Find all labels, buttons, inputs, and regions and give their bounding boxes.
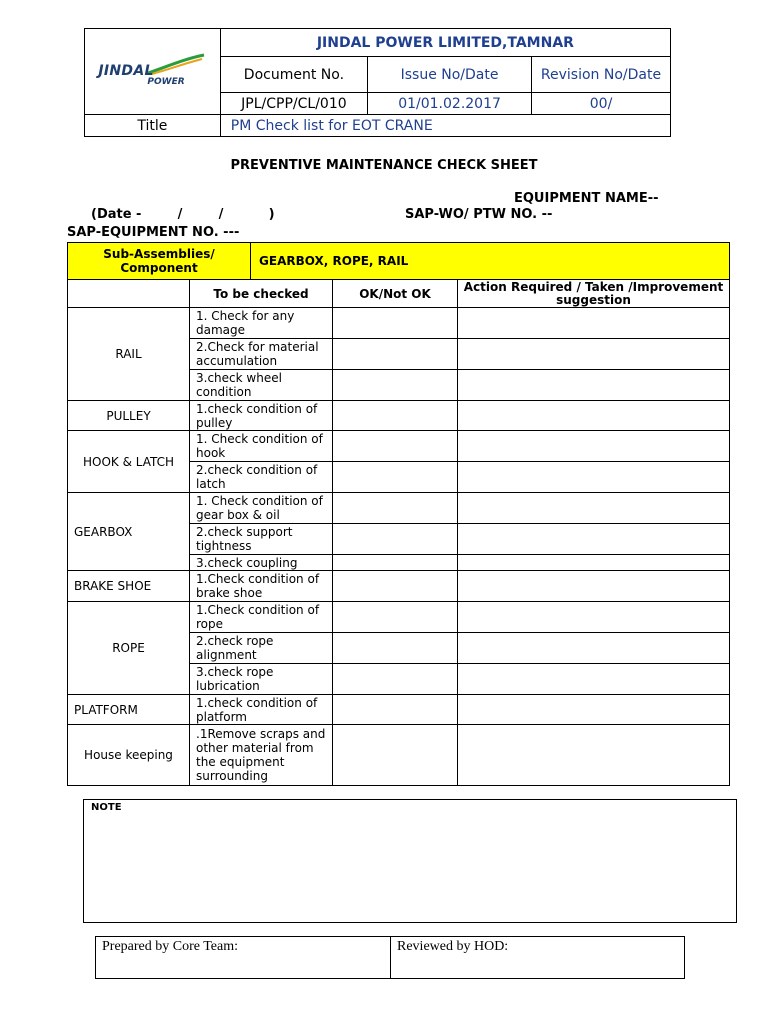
table-row bbox=[68, 602, 730, 633]
check-item: 1. Check for any damage bbox=[190, 308, 333, 339]
ok-cell[interactable] bbox=[333, 602, 458, 633]
ok-cell[interactable] bbox=[333, 695, 458, 725]
table-row bbox=[68, 725, 730, 786]
component-hook-latch: HOOK & LATCH bbox=[68, 431, 190, 493]
check-item: 2.check condition of latch bbox=[190, 462, 333, 493]
ok-cell[interactable] bbox=[333, 633, 458, 664]
component-gearbox: GEARBOX bbox=[68, 493, 190, 571]
check-item: 1.check condition of platform bbox=[190, 695, 333, 725]
action-cell[interactable] bbox=[458, 664, 730, 695]
ok-cell[interactable] bbox=[333, 462, 458, 493]
action-cell[interactable] bbox=[458, 602, 730, 633]
check-item: .1Remove scraps and other material from the equipment surrounding bbox=[190, 725, 333, 786]
action-cell[interactable] bbox=[458, 633, 730, 664]
sheet-title: PREVENTIVE MAINTENANCE CHECK SHEET bbox=[230, 158, 538, 173]
company-name: JINDAL POWER LIMITED,TAMNAR bbox=[220, 29, 670, 57]
ok-cell[interactable] bbox=[333, 431, 458, 462]
header-blank bbox=[68, 280, 190, 308]
issue-value: 01/01.02.2017 bbox=[368, 93, 532, 115]
table-row bbox=[68, 401, 730, 431]
ok-cell[interactable] bbox=[333, 493, 458, 524]
subassembly-value: GEARBOX, ROPE, RAIL bbox=[251, 243, 730, 280]
logo-wordmark: JINDAL bbox=[98, 62, 154, 79]
action-cell[interactable] bbox=[458, 571, 730, 602]
ok-cell[interactable] bbox=[333, 555, 458, 571]
checklist-table bbox=[67, 242, 730, 786]
action-cell[interactable] bbox=[458, 339, 730, 370]
title-label: Title bbox=[85, 115, 221, 137]
action-cell[interactable] bbox=[458, 431, 730, 462]
equipment-name: EQUIPMENT NAME-- bbox=[514, 191, 659, 206]
ok-cell[interactable] bbox=[333, 725, 458, 786]
check-item: 1.Check condition of rope bbox=[190, 602, 333, 633]
col-header-check: To be checked bbox=[190, 280, 333, 308]
check-item: 1.check condition of pulley bbox=[190, 401, 333, 431]
component-pulley: PULLEY bbox=[68, 401, 190, 431]
logo-swoosh-icon bbox=[146, 53, 206, 75]
component-rope: ROPE bbox=[68, 602, 190, 695]
ok-cell[interactable] bbox=[333, 339, 458, 370]
ok-cell[interactable] bbox=[333, 308, 458, 339]
check-item: 2.Check for material accumulation bbox=[190, 339, 333, 370]
component-platform: PLATFORM bbox=[68, 695, 190, 725]
component-brake-shoe: BRAKE SHOE bbox=[68, 571, 190, 602]
action-cell[interactable] bbox=[458, 308, 730, 339]
table-row bbox=[68, 431, 730, 462]
date-field: (Date - / / ) bbox=[91, 207, 275, 222]
table-row bbox=[68, 571, 730, 602]
title-value: PM Check list for EOT CRANE bbox=[220, 115, 670, 137]
prepared-by-field[interactable]: Prepared by Core Team: bbox=[96, 937, 391, 979]
action-cell[interactable] bbox=[458, 370, 730, 401]
ok-cell[interactable] bbox=[333, 664, 458, 695]
action-cell[interactable] bbox=[458, 725, 730, 786]
issue-label: Issue No/Date bbox=[368, 57, 532, 93]
table-row bbox=[68, 695, 730, 725]
ok-cell[interactable] bbox=[333, 524, 458, 555]
table-row bbox=[68, 308, 730, 339]
action-cell[interactable] bbox=[458, 555, 730, 571]
col-header-action: Action Required / Taken /Improvement suggestion bbox=[458, 280, 730, 308]
note-label: NOTE bbox=[91, 802, 122, 813]
action-cell[interactable] bbox=[458, 695, 730, 725]
col-header-ok: OK/Not OK bbox=[333, 280, 458, 308]
doc-no-label: Document No. bbox=[220, 57, 367, 93]
ok-cell[interactable] bbox=[333, 571, 458, 602]
check-item: 3.check wheel condition bbox=[190, 370, 333, 401]
reviewed-by-field[interactable]: Reviewed by HOD: bbox=[391, 937, 685, 979]
note-box[interactable] bbox=[83, 799, 737, 923]
revision-label: Revision No/Date bbox=[532, 57, 671, 93]
subassembly-label: Sub-Assemblies/ Component bbox=[68, 243, 251, 280]
revision-value: 00/ bbox=[532, 93, 671, 115]
component-rail: RAIL bbox=[68, 308, 190, 401]
action-cell[interactable] bbox=[458, 401, 730, 431]
ok-cell[interactable] bbox=[333, 370, 458, 401]
check-item: 3.check rope lubrication bbox=[190, 664, 333, 695]
component-housekeeping: House keeping bbox=[68, 725, 190, 786]
check-item: 1. Check condition of hook bbox=[190, 431, 333, 462]
check-item: 3.check coupling bbox=[190, 555, 333, 571]
check-item: 2.check support tightness bbox=[190, 524, 333, 555]
check-item: 2.check rope alignment bbox=[190, 633, 333, 664]
check-item: 1.Check condition of brake shoe bbox=[190, 571, 333, 602]
table-row bbox=[68, 493, 730, 524]
check-item: 1. Check condition of gear box & oil bbox=[190, 493, 333, 524]
logo-cell bbox=[85, 29, 221, 115]
action-cell[interactable] bbox=[458, 524, 730, 555]
logo-subtext: POWER bbox=[147, 76, 185, 87]
sap-equipment-field: SAP-EQUIPMENT NO. --- bbox=[67, 225, 240, 240]
jindal-power-logo bbox=[98, 53, 206, 91]
ok-cell[interactable] bbox=[333, 401, 458, 431]
signature-table bbox=[95, 936, 685, 979]
doc-no-value: JPL/CPP/CL/010 bbox=[220, 93, 367, 115]
document-header-table bbox=[84, 28, 671, 137]
sap-wo-field: SAP-WO/ PTW NO. -- bbox=[405, 207, 553, 222]
action-cell[interactable] bbox=[458, 493, 730, 524]
action-cell[interactable] bbox=[458, 462, 730, 493]
